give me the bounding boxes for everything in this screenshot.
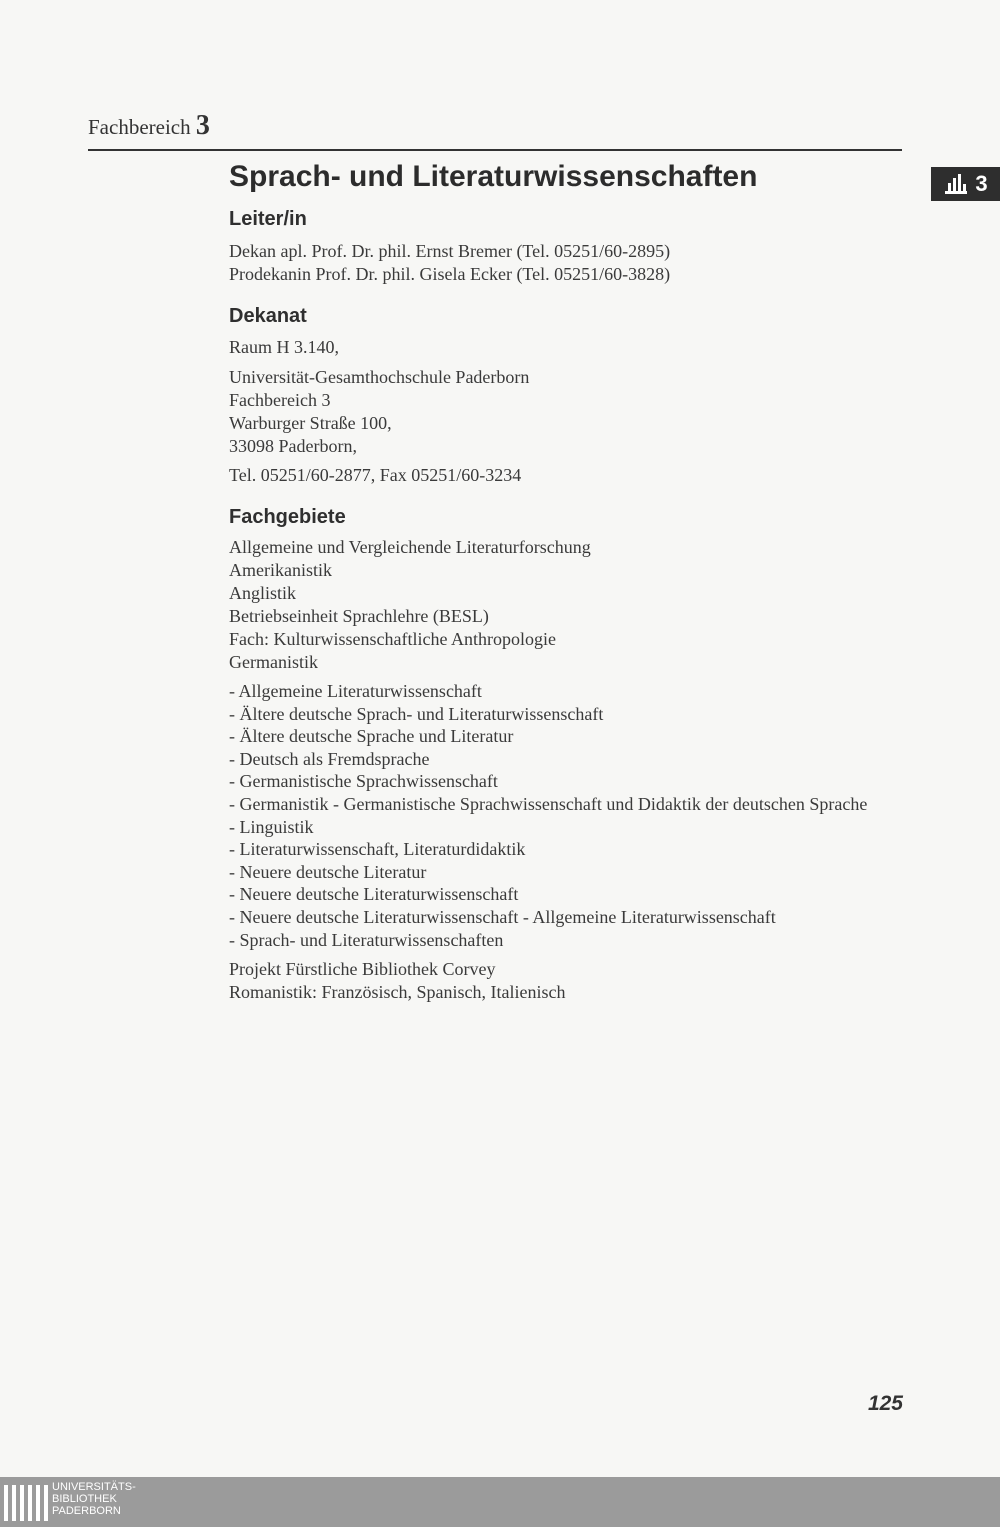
leitung-heading: Leiter/in	[229, 208, 307, 230]
list-item: Projekt Fürstliche Bibliothek Corvey	[229, 959, 496, 980]
running-head	[88, 110, 210, 142]
sublist-item: - Neuere deutsche Literatur	[229, 861, 427, 882]
list-item: Betriebseinheit Sprachlehre (BESL)	[229, 606, 489, 626]
list-item: Germanistik	[229, 652, 318, 672]
fachgebiete-heading: Fachgebiete	[229, 506, 346, 528]
fachgebiete-more	[229, 958, 889, 1004]
list-item: Romanistik: Französisch, Spanisch, Italienisch	[229, 982, 566, 1003]
sublist-item: - Neuere deutsche Literaturwissenschaft - Allgemeine Literaturwissenschaft	[229, 906, 776, 927]
leitung-block	[229, 240, 889, 286]
leitung-line: Dekan apl. Prof. Dr. phil. Ernst Bremer (Tel. 05251/60-2895)	[229, 241, 671, 261]
dekanat-block	[229, 336, 889, 487]
header-rule	[88, 149, 902, 151]
library-logo-icon	[4, 1485, 48, 1521]
sublist-item: - Sprach- und Literaturwissenschaften	[229, 929, 504, 950]
address-line: 33098 Paderborn,	[229, 436, 357, 456]
page-number: 125	[867, 1392, 903, 1415]
sublist-item: - Ältere deutsche Sprach- und Literaturwissenschaft	[229, 703, 604, 724]
list-item: Allgemeine und Vergleichende Literaturforschung	[229, 537, 591, 557]
dekanat-contact: Tel. 05251/60-2877, Fax 05251/60-3234	[229, 465, 522, 485]
sublist-item: - Ältere deutsche Sprache und Literatur	[229, 726, 514, 747]
section-tab-number: 3	[975, 171, 988, 196]
dekanat-address	[229, 366, 889, 458]
sublist-item: - Literaturwissenschaft, Literaturdidaktik	[229, 839, 526, 860]
library-logo-text	[52, 1481, 136, 1517]
logo-line: PADERBORN	[52, 1505, 121, 1517]
sublist-item: - Germanistische Sprachwissenschaft	[229, 771, 498, 792]
germanistik-sublist	[229, 680, 889, 951]
running-head-label: Fachbereich	[88, 115, 191, 139]
main-content	[229, 158, 889, 1004]
list-item: Anglistik	[229, 583, 297, 603]
dekanat-room: Raum H 3.140,	[229, 337, 339, 357]
fachgebiete-list	[229, 536, 889, 674]
building-icon	[943, 172, 969, 196]
logo-line: UNIVERSITÄTS-	[52, 1481, 136, 1493]
list-item: Amerikanistik	[229, 560, 332, 580]
sublist-item: - Linguistik	[229, 816, 314, 837]
address-line: Fachbereich 3	[229, 390, 331, 410]
sublist-item: - Neuere deutsche Literaturwissenschaft	[229, 884, 519, 905]
sublist-item: - Deutsch als Fremdsprache	[229, 748, 430, 769]
library-footer	[0, 1477, 1000, 1527]
list-item: Fach: Kulturwissenschaftliche Anthropologie	[229, 629, 556, 649]
address-line: Universität-Gesamthochschule Paderborn	[229, 367, 530, 387]
leitung-line: Prodekanin Prof. Dr. phil. Gisela Ecker (Tel. 05251/60-3828)	[229, 264, 671, 284]
sublist-item: - Allgemeine Literaturwissenschaft	[229, 681, 482, 701]
sublist-item: - Germanistik - Germanistische Sprachwissenschaft und Didaktik der deutschen Sprache	[229, 793, 868, 814]
running-head-number: 3	[195, 110, 210, 141]
page-title: Sprach- und Literaturwissenschaften	[229, 160, 758, 193]
dekanat-heading: Dekanat	[229, 305, 307, 327]
section-tab	[931, 167, 1000, 201]
address-line: Warburger Straße 100,	[229, 413, 392, 433]
logo-line: BIBLIOTHEK	[52, 1493, 117, 1505]
